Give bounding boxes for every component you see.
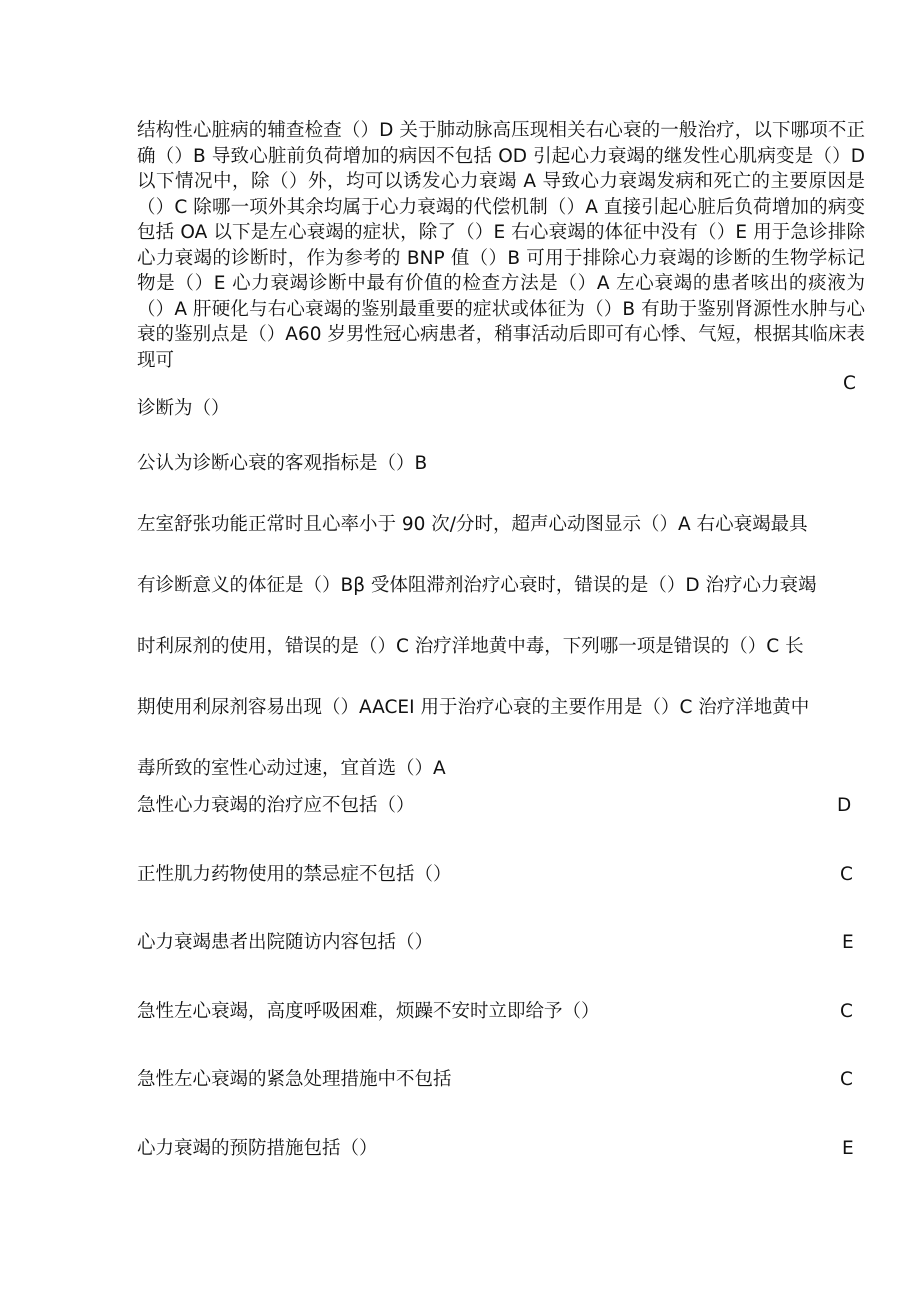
- question-text: 正性肌力药物使用的禁忌症不包括（）: [137, 864, 452, 885]
- answer-letter: C: [840, 864, 853, 885]
- question-text: 心力衰竭的预防措施包括（）: [137, 1138, 378, 1159]
- answer-letter: C: [843, 373, 856, 394]
- text-line: 左室舒张功能正常时且心率小于 90 次/分时，超声心动图显示（）A 右心衰竭最具: [137, 514, 808, 535]
- answer-letter: E: [842, 1138, 854, 1159]
- question-paragraph: 结构性心脏病的辅查检查（）D 关于肺动脉高压现相关右心衰的一般治疗，以下哪项不正确（）B 导致心脏前负荷增加的病因不包括 OD 引起心力衰竭的继发性心肌病变是（）D 以下情况中，除（）外，均可以诱发心力衰竭 A 导致心力衰竭发病和死亡的主要原因是（）C 除哪一项外其余均属于心力衰竭的代偿机制（）A 直接引起心脏后负荷增加的病变包括 OA 以下是左心衰竭的症状，除了（）E 右心衰竭的体征中没有（）E 用于急诊排除心力衰竭的诊断时，作为参考的 BNP 值（）B 可用于排除心力衰竭的诊断的生物学标记物是（）E 心力衰竭诊断中最有价值的检查方法是（）A 左心衰竭的患者咳出的痰液为（）A 肝硬化与右心衰竭的鉴别最重要的症状或体征为（）B 有助于鉴别肾源性水肿与心衰的鉴别点是（）A60 岁男性冠心病患者，稍事活动后即可有心悸、气短，根据其临床表现可: [137, 120, 865, 371]
- question-text: 急性左心衰竭，高度呼吸困难，烦躁不安时立即给予（）: [137, 1001, 600, 1022]
- answer-letter: E: [842, 932, 854, 953]
- question-text: 急性心力衰竭的治疗应不包括（）: [137, 795, 415, 816]
- question-text: 心力衰竭患者出院随访内容包括（）: [137, 932, 434, 953]
- text-line: 期使用利尿剂容易出现（）AACEI 用于治疗心衰的主要作用是（）C 治疗洋地黄中: [137, 697, 810, 718]
- answer-letter: D: [837, 795, 852, 816]
- text-line: 毒所致的室性心动过速，宜首选（）A: [137, 758, 446, 779]
- answer-letter: C: [840, 1001, 853, 1022]
- text-line: 时利尿剂的使用，错误的是（）C 治疗洋地黄中毒，下列哪一项是错误的（）C 长: [137, 636, 804, 657]
- question-text: 急性左心衰竭的紧急处理措施中不包括: [137, 1069, 452, 1090]
- text-line: 诊断为（）: [137, 398, 230, 419]
- text-line: 公认为诊断心衰的客观指标是（）B: [137, 453, 428, 474]
- answer-letter: C: [840, 1069, 853, 1090]
- text-line: 有诊断意义的体征是（）Bβ 受体阻滞剂治疗心衰时，错误的是（）D 治疗心力衰竭: [137, 575, 817, 596]
